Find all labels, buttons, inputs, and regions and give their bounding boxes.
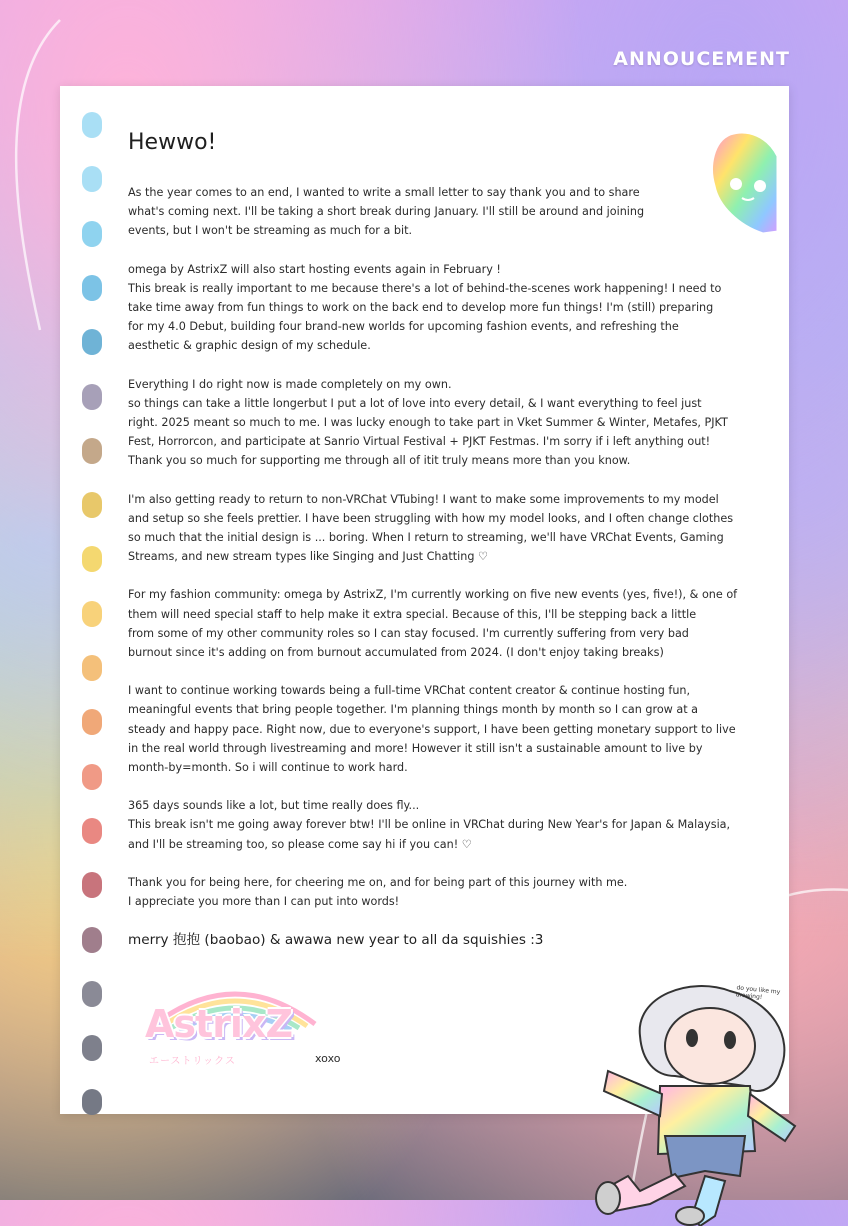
paragraph-7: 365 days sounds like a lot, but time really does fly... This break isn't me going away forever btw! I'll be online in VRChat during New Year's for Japan & Malaysia, and I'll be streaming too, so please come say hi if you can! ♡ — [128, 799, 731, 851]
binder-hole — [82, 438, 102, 464]
binder-hole — [82, 655, 102, 681]
logo-text: AstrixZ — [145, 1002, 293, 1046]
letter-content — [128, 130, 768, 950]
binder-hole — [82, 384, 102, 410]
paragraph-4: I'm also getting ready to return to non-VRChat VTubing! I want to make some improvements to my model and setup so she feels prettier. I have been struggling with how my model looks, and I often change clothes so much that the initial design is ... boring. When I return to streaming, we'll have VRChat Events, Gaming Streams, and new stream types like Singing and Just Chatting ♡ — [128, 492, 734, 564]
binder-hole — [82, 927, 102, 953]
paragraph-1: As the year comes to an end, I wanted to write a small letter to say thank you and to share what's coming next. I'll be taking a short break during January. I'll still be around and joining events, but I won't be streaming as much for a bit. — [128, 186, 645, 238]
binder-hole — [82, 601, 102, 627]
signoff: xoxo — [315, 1052, 341, 1065]
closing-line: merry 抱抱 (baobao) & awawa new year to all da squishies :3 — [128, 932, 544, 949]
chibi-character-illustration — [580, 976, 810, 1226]
paragraph-8: Thank you for being here, for cheering me on, and for being part of this journey with me. I appreciate you more than I can put into words! — [128, 875, 628, 909]
paragraph-2: omega by AstrixZ will also start hosting events again in February ! This break is really important to me because there's a lot of behind-the-scenes work happening! I need to take time away from fun things to work on the back end to develop more fun things! I'm (still) preparing for my 4.0 Debut, building four brand-new worlds for upcoming fashion events, and refreshing the aesthetic & graphic design of my schedule. — [128, 262, 722, 353]
binder-hole — [82, 492, 102, 518]
announcement-heading: ANNOUCEMENT — [613, 48, 790, 70]
paragraph-5: For my fashion community: omega by AstrixZ, I'm currently working on five new events (yes, five!), & one of them will need special staff to help make it extra special. Because of this, I'll be stepping back a little from some of my other community roles so I can stay focused. I'm currently suffering from very bad burnout since it's adding on from burnout accumulated from 2024. (I don't enjoy taking breaks) — [128, 588, 738, 660]
binder-hole — [82, 818, 102, 844]
binder-hole — [82, 275, 102, 301]
binder-hole — [82, 872, 102, 898]
binder-hole — [82, 1089, 102, 1115]
binder-hole — [82, 329, 102, 355]
binder-hole — [82, 764, 102, 790]
chibi-note-text: do you like my drawing! — [735, 984, 781, 1001]
astrixz-logo — [135, 974, 345, 1084]
paragraph-3: Everything I do right now is made completely on my own. so things can take a little longerbut I put a lot of love into every detail, & I want everything to feel just right. 2025 meant so much to me. I was lucky enough to take part in Vket Summer & Winter, Metafes, PJKT Fest, Horrorcon, and participate at Sanrio Virtual Festival + PJKT Festmas. I'm sorry if i left anything out! Thank you so much for supporting me through all of itit truly means more than you know. — [128, 377, 728, 468]
binder-hole — [82, 221, 102, 247]
paragraph-6: I want to continue working towards being a full-time VRChat content creator & continue hosting fun, meaningful events that bring people together. I'm planning things month by month so I can grow at a steady and happy pace. Right now, due to everyone's support, I have been getting monetary support to live in the real world through livestreaming and more! However it still isn't a sustainable amount to live by month-by=month. So i will continue to work hard. — [128, 684, 736, 775]
logo-subtext: エーストリックス — [149, 1056, 236, 1067]
binder-hole — [82, 1035, 102, 1061]
binder-hole — [82, 166, 102, 192]
binder-hole — [82, 546, 102, 572]
binder-hole — [82, 981, 102, 1007]
binder-hole — [82, 112, 102, 138]
letter-title: Hewwo! — [128, 130, 217, 155]
binder-hole — [82, 709, 102, 735]
letter-paper — [60, 86, 789, 1114]
